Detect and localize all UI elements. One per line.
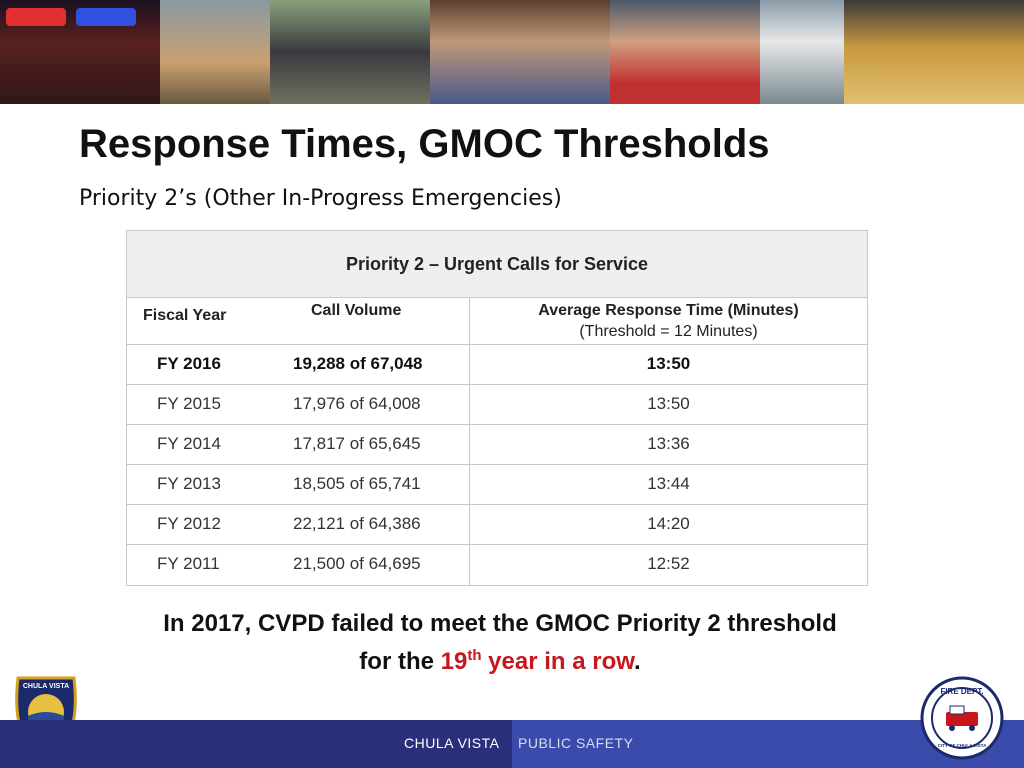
table-row bbox=[127, 424, 867, 465]
firefighter-photo bbox=[160, 0, 270, 104]
footer-city: CHULA VISTA bbox=[404, 735, 500, 751]
cell-volume: 17,817 of 65,645 bbox=[293, 434, 421, 453]
table-caption: Priority 2 – Urgent Calls for Service bbox=[127, 231, 867, 298]
cell-time: 12:52 bbox=[647, 554, 690, 573]
police-badge-top-text: CHULA VISTA bbox=[22, 683, 70, 690]
cell-volume: 19,288 of 67,048 bbox=[293, 354, 423, 373]
summary-ordinal: th bbox=[467, 647, 482, 664]
fire-badge-top-text: FIRE DEPT. bbox=[940, 687, 984, 696]
emergency-lights bbox=[6, 8, 66, 26]
cell-volume: 17,976 of 64,008 bbox=[293, 394, 421, 413]
children-photo bbox=[430, 0, 610, 104]
police-sign-photo bbox=[760, 0, 844, 104]
summary-number: 19 bbox=[440, 648, 468, 675]
fire-badge-bottom-text: CITY OF CHULA VISTA bbox=[937, 743, 987, 748]
header-threshold: (Threshold = 12 Minutes) bbox=[579, 323, 758, 340]
cell-volume: 22,121 of 64,386 bbox=[293, 514, 421, 533]
header-fiscal-year: Fiscal Year bbox=[143, 307, 227, 324]
cell-time: 13:44 bbox=[647, 474, 690, 493]
table-header-row bbox=[127, 297, 867, 345]
cell-time: 13:50 bbox=[647, 394, 690, 413]
cell-year: FY 2013 bbox=[157, 474, 221, 493]
cell-time: 13:50 bbox=[646, 354, 691, 373]
summary-period: . bbox=[634, 648, 641, 675]
table-row bbox=[127, 504, 867, 545]
footer-public-safety: PUBLIC SAFETY bbox=[518, 735, 634, 751]
page-subtitle: Priority 2’s (Other In-Progress Emergencies) bbox=[79, 186, 562, 211]
response-times-table bbox=[126, 230, 868, 586]
table-row bbox=[127, 384, 867, 425]
table-row bbox=[127, 344, 867, 385]
photo-banner bbox=[0, 0, 1024, 104]
table-row bbox=[127, 464, 867, 505]
cell-volume: 21,500 of 64,695 bbox=[293, 554, 421, 573]
cell-year: FY 2014 bbox=[157, 434, 221, 453]
summary-highlight-text: year in a row bbox=[481, 648, 635, 675]
cell-year: FY 2012 bbox=[157, 514, 221, 533]
header-call-volume: Call Volume bbox=[311, 302, 402, 319]
cell-year: FY 2011 bbox=[157, 554, 220, 573]
firefighters-photo bbox=[844, 0, 1024, 104]
officers-photo bbox=[270, 0, 430, 104]
summary-line-2 bbox=[100, 640, 900, 678]
cell-volume: 18,505 of 65,741 bbox=[293, 474, 421, 493]
cell-year: FY 2016 bbox=[157, 354, 221, 373]
cell-year: FY 2015 bbox=[157, 394, 221, 413]
page-title: Response Times, GMOC Thresholds bbox=[79, 122, 770, 166]
header-response-time: Average Response Time (Minutes) bbox=[538, 302, 799, 319]
summary-highlight bbox=[441, 648, 634, 675]
cell-time: 13:36 bbox=[647, 434, 690, 453]
table-row bbox=[127, 544, 867, 584]
summary-note bbox=[100, 608, 900, 678]
boys-photo bbox=[610, 0, 760, 104]
cell-time: 14:20 bbox=[647, 514, 690, 533]
summary-line-1: In 2017, CVPD failed to meet the GMOC Priority 2 threshold bbox=[163, 610, 837, 637]
fire-dept-badge-icon bbox=[920, 676, 1004, 760]
summary-prefix: for the bbox=[359, 648, 441, 675]
